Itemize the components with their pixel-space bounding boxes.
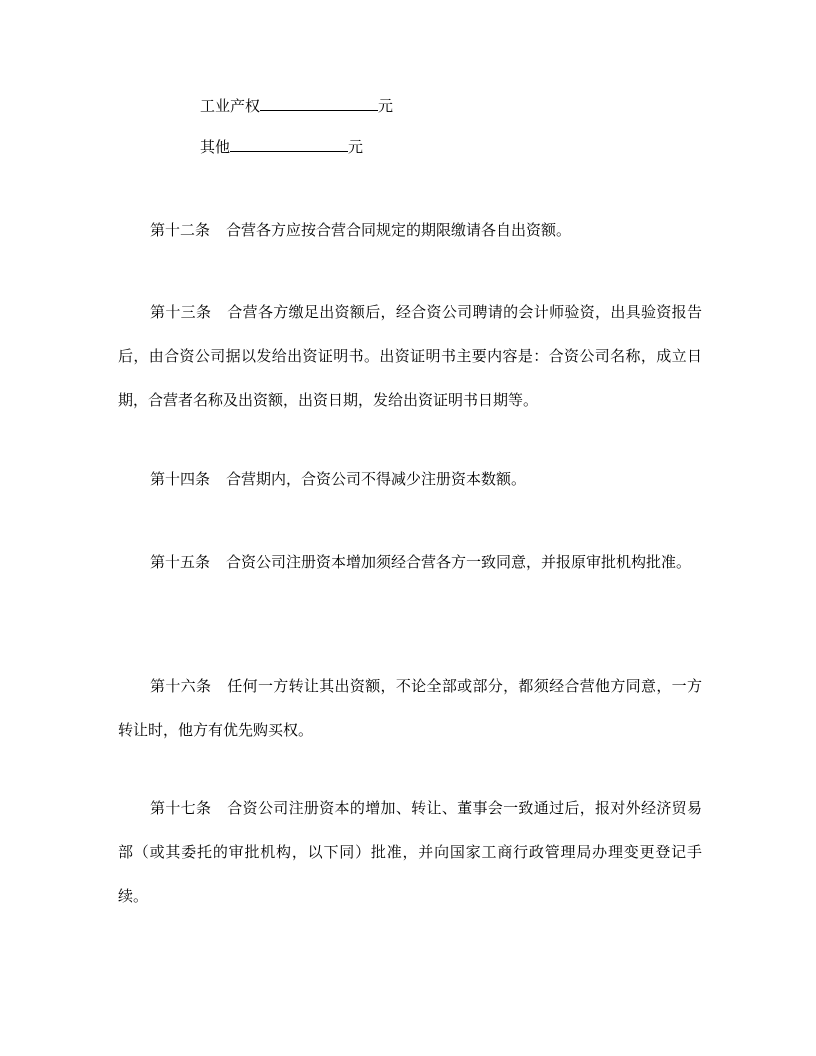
article-number: 第十五条 — [150, 553, 211, 571]
article-number: 第十六条 — [150, 677, 212, 695]
article-text: 任何一方转让其出资额，不论全部或部分，都须经合营他方同意，一方转让时，他方有优先购买权。 — [118, 677, 702, 739]
amount-blank — [260, 96, 378, 111]
capital-item-unit: 元 — [348, 138, 364, 156]
article-17 — [118, 786, 702, 918]
capital-item-label: 其他 — [200, 138, 231, 156]
article-12 — [118, 208, 702, 252]
article-number: 第十四条 — [150, 470, 211, 488]
article-text: 合营期内，合资公司不得减少注册资本数额。 — [226, 470, 527, 488]
article-number: 第十七条 — [150, 799, 212, 817]
article-14 — [118, 457, 702, 501]
article-13 — [118, 290, 702, 422]
article-15 — [118, 540, 702, 584]
article-number: 第十三条 — [150, 303, 212, 321]
capital-item-unit: 元 — [378, 97, 394, 115]
article-16 — [118, 664, 702, 752]
capital-item-label: 工业产权 — [200, 97, 261, 115]
article-text: 合资公司注册资本的增加、转让、董事会一致通过后，报对外经济贸易部（或其委托的审批机构，以下同）批准，并向国家工商行政管理局办理变更登记手续。 — [118, 799, 702, 905]
article-text: 合资公司注册资本增加须经合营各方一致同意，并报原审批机构批准。 — [226, 553, 692, 571]
article-text: 合营各方应按合营合同规定的期限缴请各自出资额。 — [226, 221, 572, 239]
article-text: 合营各方缴足出资额后，经合资公司聘请的会计师验资，出具验资报告后，由合资公司据以发给出资证明书。出资证明书主要内容是：合资公司名称，成立日期，合营者名称及出资额，出资日期，发给出资证明书日期等。 — [118, 303, 702, 409]
capital-item-other — [200, 137, 363, 157]
capital-item-industrial-property — [200, 96, 393, 116]
article-number: 第十二条 — [150, 221, 211, 239]
amount-blank — [230, 137, 348, 152]
